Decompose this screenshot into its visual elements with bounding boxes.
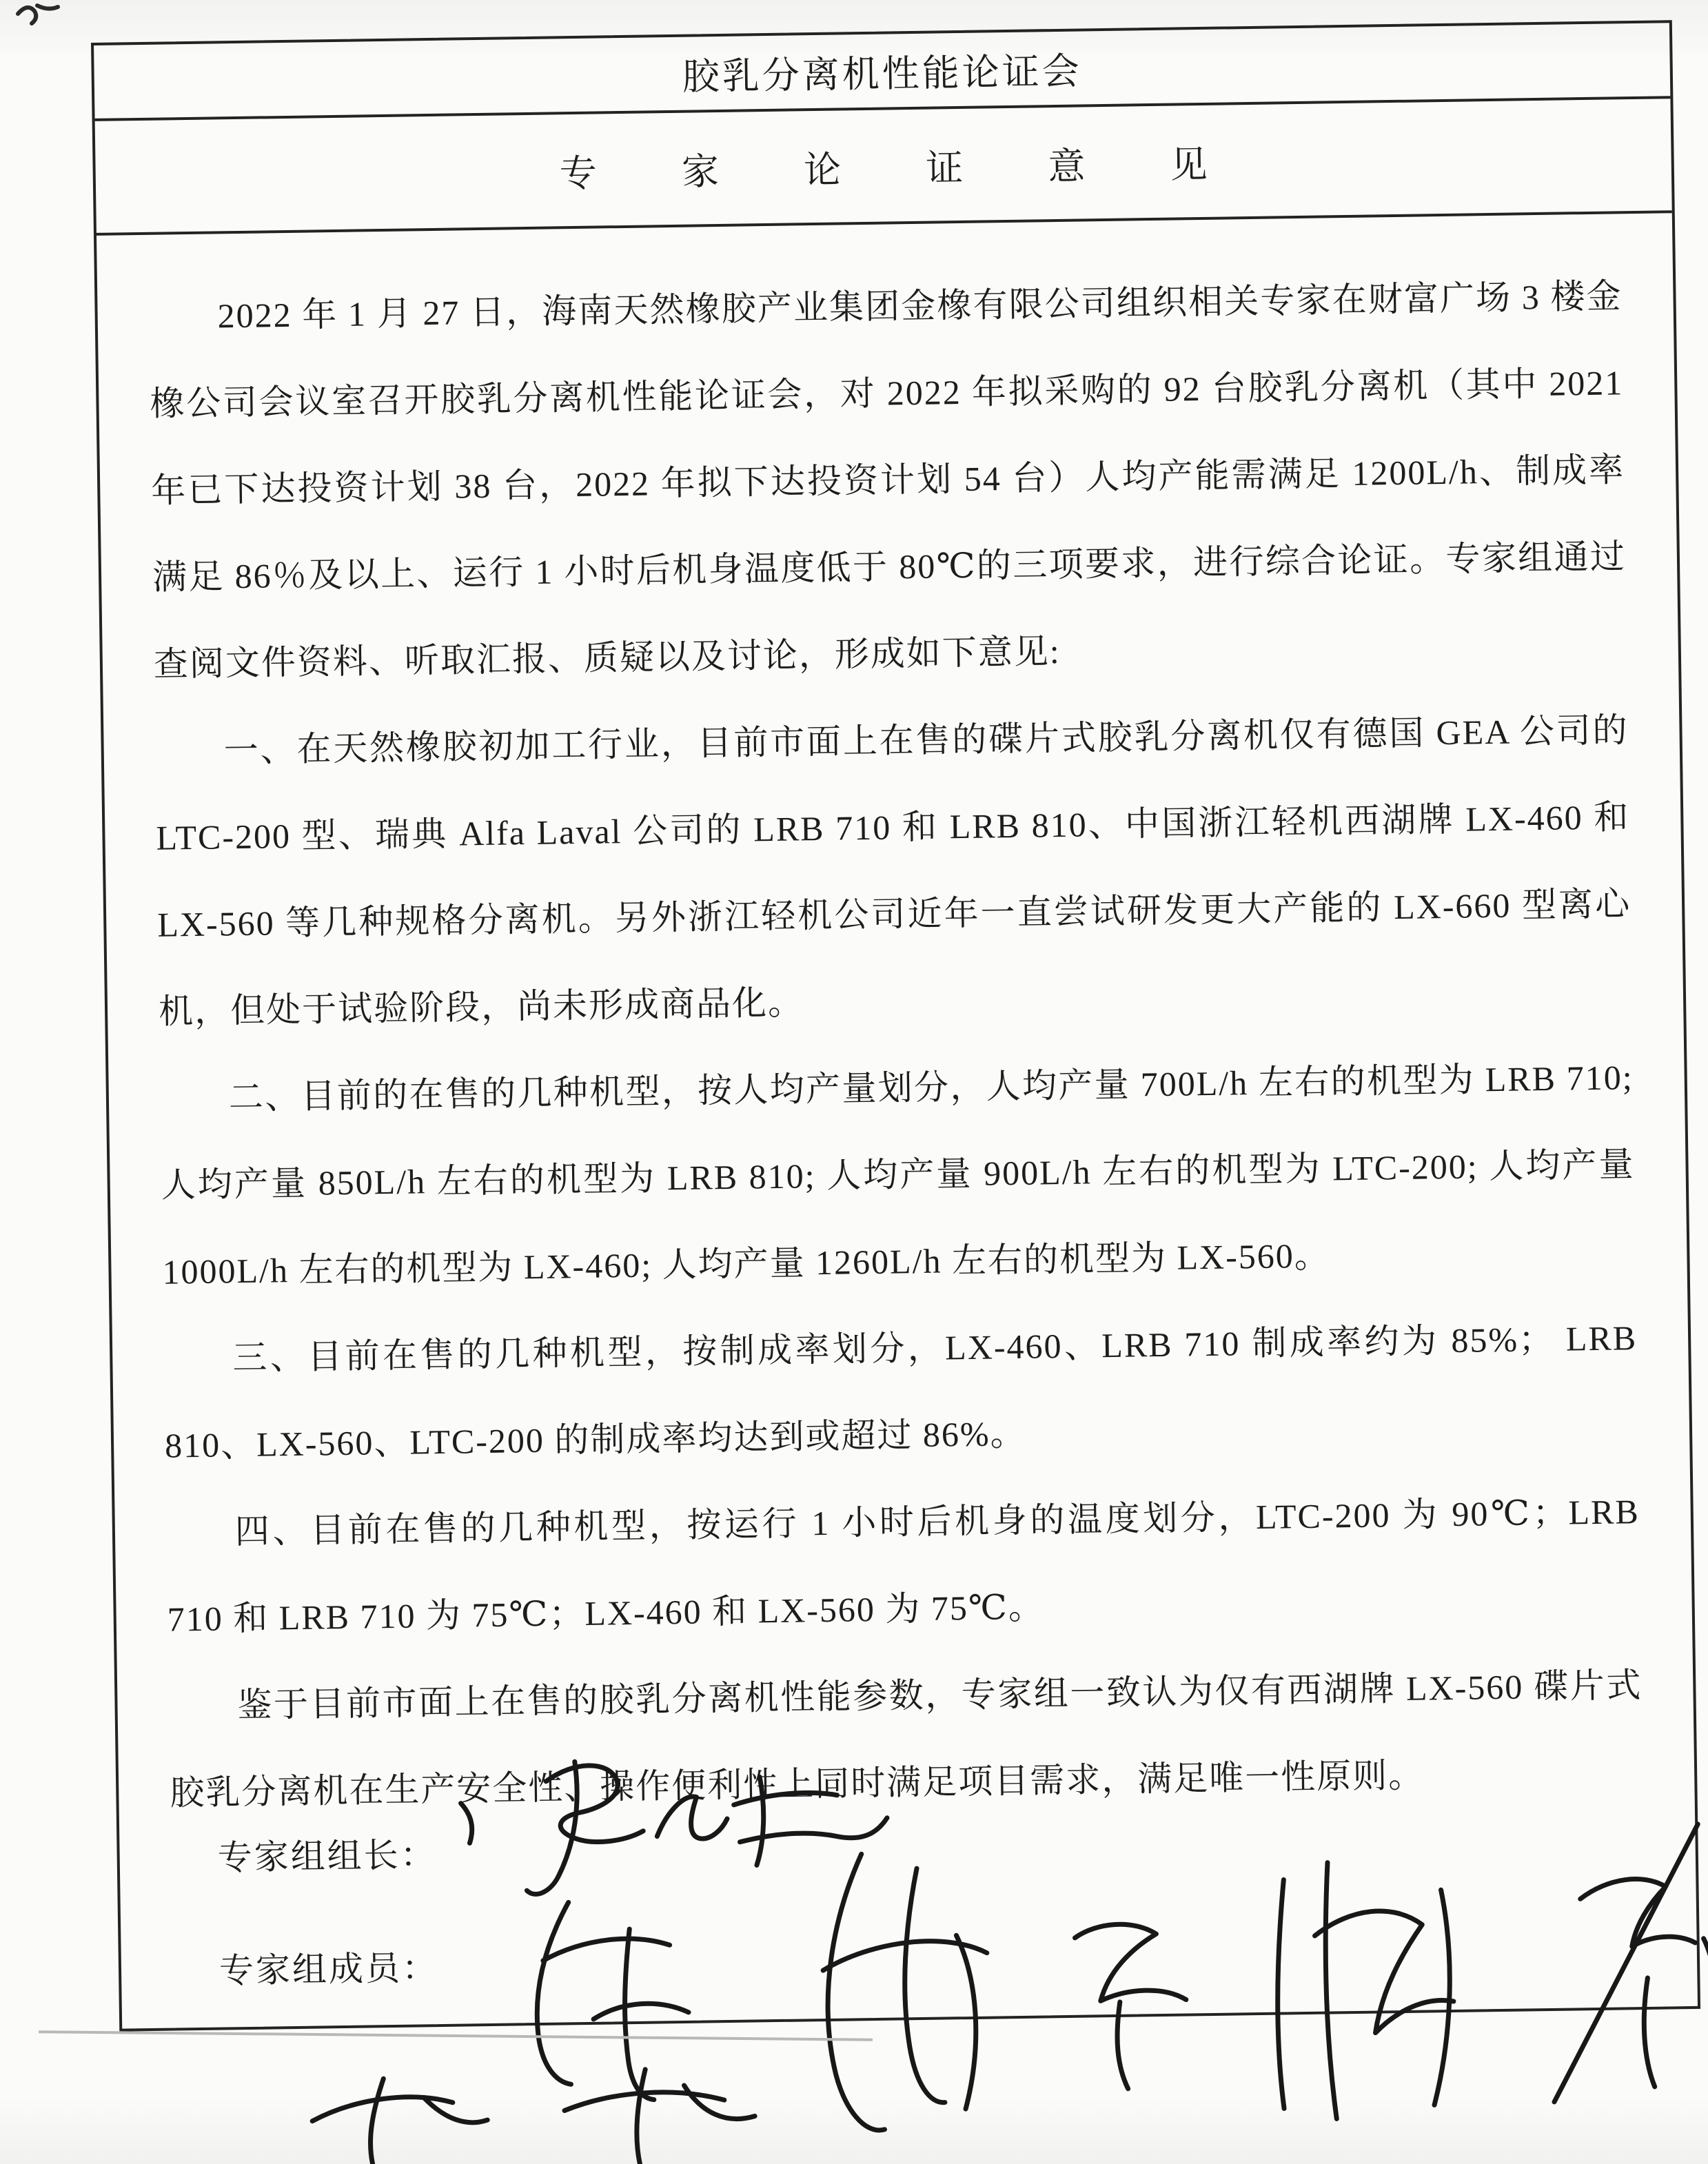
- leader-signature-label: 专家组组长：: [217, 1835, 438, 1877]
- opinion-heading-char: 见: [1170, 143, 1208, 186]
- paragraph-item-4: 四、目前在售的几种机型，按运行 1 小时后机身的温度划分，LTC-200 为 90℃；LRB 710 和 LRB 710 为 75℃；LX-460 和 LX-560 为 75℃。: [167, 1492, 1640, 1639]
- paragraph-item-2: 二、目前的在售的几种机型，按人均产量划分，人均产量 700L/h 左右的机型为 LRB 710; 人均产量 850L/h 左右的机型为 LRB 810; 人均产量 900L/h 左右的机型为 LTC-200; 人均产量 1000L/h 左右的机型为 LX-460; 人均产量 1260L/h 左右的机型为 LX-560。: [161, 1058, 1635, 1292]
- opinion-heading-char: 证: [925, 147, 964, 190]
- opinion-body: [96, 213, 1695, 1837]
- paragraph-item-3: 三、目前在售的几种机型，按制成率划分，LX-460、LRB 710 制成率约为 85%； LRB 810、LX-560、LTC-200 的制成率均达到或超过 86%。: [164, 1318, 1638, 1465]
- opinion-heading-char: 意: [1048, 145, 1086, 187]
- member-handwritten-signature-6: [267, 2034, 807, 2164]
- opinion-heading-char: 家: [681, 150, 720, 193]
- paragraph-item-1: 一、在天然橡胶初加工行业，目前市面上在售的碟片式胶乳分离机仅有德国 GEA 公司的 LTC-200 型、瑞典 Alfa Laval 公司的 LRB 710 和 LRB 810、中国浙江轻机西湖牌 LX-460 和 LX-560 等几种规格分离机。另外浙江轻机公司近年一直尝试研发更大产能的 LX-660 型离心机，但处于试验阶段，尚未形成商品化。: [156, 711, 1631, 1031]
- paragraph-conclusion: 鉴于目前市面上在售的胶乳分离机性能参数，专家组一致认为仅有西湖牌 LX-560 碟片式胶乳分离机在生产安全性、操作便利性上同时满足项目需求，满足唯一性原则。: [169, 1666, 1643, 1813]
- member-handwritten-signature-4: [1208, 1831, 1503, 2164]
- meeting-title: 胶乳分离机性能论证会: [682, 50, 1083, 98]
- pen-checkmark-mark: [7, 0, 69, 41]
- opinion-heading-row: [95, 99, 1672, 236]
- opinion-heading-char: 论: [803, 148, 842, 191]
- opinion-heading-char: 专: [559, 152, 598, 194]
- opinion-form-box: [91, 20, 1700, 2032]
- members-signature-label: 专家组成员：: [218, 1948, 439, 1990]
- opinion-heading: [559, 134, 1208, 196]
- member-handwritten-signature-5: [1470, 1800, 1708, 2135]
- paragraph-intro: 2022 年 1 月 27 日，海南天然橡胶产业集团金橡有限公司组织相关专家在财富广场 3 楼金橡公司会议室召开胶乳分离机性能论证会，对 2022 年拟采购的 92 台胶乳分离机（其中 2021 年已下达投资计划 38 台，2022 年拟下达投资计划 54 台）人均产能需满足 1200L/h、制成率满足 86％及以上、运行 1 小时后机身温度低于 80℃的三项要求，进行综合论证。专家组通过查阅文件资料、听取汇报、质疑以及讨论，形成如下意见:: [150, 276, 1627, 684]
- member-handwritten-signature-3: [1017, 1890, 1212, 2100]
